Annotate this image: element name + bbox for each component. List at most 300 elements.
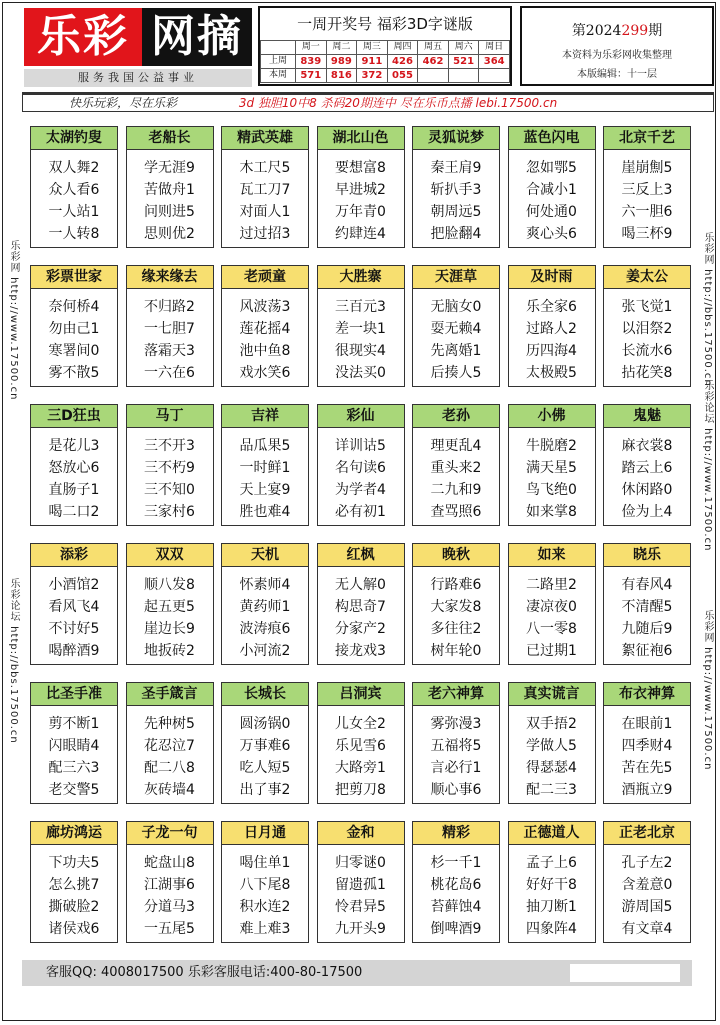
riddle-line: 无脑女0 [430,299,482,315]
riddle-line: 历四海4 [526,343,577,359]
draw-number [418,69,449,83]
card-author: 及时雨 [509,266,595,289]
riddle-line: 麻衣裳8 [621,438,673,454]
riddle-line: 把剪刀8 [335,782,386,798]
riddle-line: 四季财4 [621,738,673,754]
puzzle-card [603,543,691,665]
puzzle-card [508,126,596,248]
puzzle-card [126,126,214,248]
card-author: 精彩 [413,822,499,845]
issue-prefix: 第2024 [571,23,622,39]
puzzle-card [317,265,405,387]
footer-blank-box [570,964,680,982]
riddle-line: 乐见雪6 [335,738,386,754]
card-author: 圣手箴言 [127,683,213,706]
riddle-line: 池中鱼8 [239,343,291,359]
logo-subtitle: 服务我国公益事业 [24,69,252,87]
logo-red-text: 乐彩 [24,8,142,66]
card-author: 太湖钓叟 [31,127,117,150]
riddle-line: 难上难3 [239,921,291,937]
puzzle-card [603,126,691,248]
card-author: 彩票世家 [31,266,117,289]
riddle-line: 约肆连4 [335,226,386,242]
riddle-line: 雾弥漫3 [430,716,482,732]
riddle-line: 酒瓶立9 [621,782,673,798]
riddle-line: 江湖事6 [144,877,195,893]
card-riddle-list [222,296,308,384]
card-riddle-list [222,852,308,940]
riddle-line: 学无涯9 [144,160,195,176]
riddle-line: 无人解0 [335,577,386,593]
puzzle-card [221,404,309,526]
riddle-line: 很现实4 [335,343,386,359]
riddle-line: 三不朽9 [144,460,195,476]
riddle-line: 怀素师4 [239,577,291,593]
riddle-line: 苦在先5 [621,760,673,776]
riddle-line: 怎么挑7 [48,877,100,893]
puzzle-card [30,682,118,804]
riddle-line: 不清醒5 [621,599,673,615]
riddle-line: 把脸翻4 [430,226,482,242]
riddle-line: 有春风4 [621,577,673,593]
puzzle-card [126,682,214,804]
card-riddle-list [318,852,404,940]
card-riddle-list [318,157,404,245]
puzzle-card [317,404,405,526]
card-riddle-list [222,157,308,245]
riddle-line: 桃花岛6 [430,877,482,893]
riddle-line: 俭为上4 [621,504,673,520]
card-author: 比圣手准 [31,683,117,706]
puzzle-card [508,543,596,665]
puzzle-card [30,404,118,526]
riddle-line: 小酒馆2 [48,577,100,593]
riddle-line: 崖边长9 [144,621,195,637]
puzzle-card [126,543,214,665]
riddle-line: 有文章4 [621,921,673,937]
riddle-line: 天上宴9 [239,482,291,498]
riddle-line: 絮征袍6 [621,643,673,659]
card-riddle-list [318,296,404,384]
puzzle-card [317,543,405,665]
card-author: 老顽童 [222,266,308,289]
riddle-line: 一时鲜1 [239,460,291,476]
draw-number: 462 [418,55,449,69]
riddle-line: 双手捂2 [526,716,577,732]
riddle-line: 一人站1 [48,204,100,220]
card-author: 子龙一句 [127,822,213,845]
draw-number: 571 [296,69,327,83]
riddle-line: 没法买0 [335,365,386,381]
draw-number [448,69,479,83]
riddle-line: 查骂照6 [430,504,482,520]
card-author: 天涯草 [413,266,499,289]
riddle-line: 如来掌8 [526,504,577,520]
puzzle-card [30,126,118,248]
riddle-line: 圆汤锅0 [239,716,291,732]
riddle-line: 接龙戏3 [335,643,386,659]
riddle-line: 满天星5 [526,460,577,476]
side-url-left-2: 乐彩论坛 http://bbs.17500.cn [8,578,19,744]
puzzle-card [221,682,309,804]
card-author: 彩仙 [318,405,404,428]
riddle-line: 喝住单1 [239,855,291,871]
riddle-line: 倒啤酒9 [430,921,482,937]
riddle-line: 必有初1 [335,504,386,520]
issue-number: 299 [621,23,649,39]
riddle-line: 木工尺5 [239,160,291,176]
riddle-line: 详训诂5 [335,438,386,454]
draw-number: 426 [387,55,418,69]
card-riddle-list [318,435,404,523]
weekday-header-row [261,41,510,55]
riddle-line: 奈何桥4 [48,299,100,315]
logo-black-text: 网摘 [142,8,252,66]
card-riddle-list [509,435,595,523]
card-author: 如来 [509,544,595,567]
puzzle-card [317,126,405,248]
card-author: 北京千艺 [604,127,690,150]
card-riddle-list [413,574,499,662]
riddle-line: 好好干8 [526,877,577,893]
riddle-line: 六一胆6 [621,204,673,220]
card-author: 灵狐说梦 [413,127,499,150]
riddle-line: 思则优2 [144,226,195,242]
card-author: 添彩 [31,544,117,567]
card-riddle-list [509,852,595,940]
riddle-line: 二九和9 [430,482,482,498]
weekly-results-table [260,40,510,83]
draw-number: 521 [448,55,479,69]
riddle-line: 在眼前1 [621,716,673,732]
riddle-line: 构思奇7 [335,599,386,615]
riddle-line: 老交警5 [48,782,100,798]
day-header: 周一 [296,41,327,55]
puzzle-card [30,821,118,943]
puzzle-card [221,126,309,248]
riddle-line: 过过招3 [239,226,291,242]
riddle-line: 名句读6 [335,460,386,476]
issue-editor: 本版编辑：十一层 [577,69,657,80]
card-author: 晓乐 [604,544,690,567]
riddle-line: 喝三杯9 [621,226,673,242]
riddle-line: 风波荡3 [239,299,291,315]
riddle-line: 八一零8 [526,621,577,637]
card-riddle-list [31,574,117,662]
card-author: 正德道人 [509,822,595,845]
slogan-left: 快乐玩彩，尽在乐彩 [69,96,178,110]
riddle-line: 配二八8 [144,760,195,776]
card-riddle-list [509,574,595,662]
draw-number: 911 [357,55,388,69]
puzzle-card [603,682,691,804]
riddle-line: 一五尾5 [144,921,195,937]
riddle-line: 怜君异5 [335,899,386,915]
riddle-line: 先离婚1 [430,343,482,359]
riddle-line: 分家产2 [335,621,386,637]
riddle-line: 行路难6 [430,577,482,593]
riddle-line: 怒放心6 [48,460,100,476]
card-riddle-list [127,574,213,662]
card-riddle-list [413,296,499,384]
card-author: 精武英雄 [222,127,308,150]
puzzle-card [126,404,214,526]
weekly-results-box [258,6,512,86]
card-author: 布衣神算 [604,683,690,706]
card-author: 三D狂虫 [31,405,117,428]
riddle-line: 吃人短5 [239,760,291,776]
card-riddle-list [31,296,117,384]
card-author: 红枫 [318,544,404,567]
day-header: 周四 [387,41,418,55]
riddle-line: 双人舞2 [48,160,100,176]
issue-line [522,20,712,40]
riddle-line: 言必行1 [430,760,482,776]
riddle-line: 花忍泣7 [144,738,195,754]
card-riddle-list [127,713,213,801]
riddle-line: 配三六3 [48,760,100,776]
puzzle-card [221,821,309,943]
riddle-line: 三家村6 [144,504,195,520]
card-author: 蓝色闪电 [509,127,595,150]
riddle-line: 先种树5 [144,716,195,732]
day-header: 周五 [418,41,449,55]
card-author: 大胜寨 [318,266,404,289]
card-author: 廊坊鸿运 [31,822,117,845]
riddle-line: 多往往2 [430,621,482,637]
card-riddle-list [31,435,117,523]
card-riddle-list [31,852,117,940]
card-riddle-list [318,574,404,662]
card-riddle-list [31,157,117,245]
riddle-line: 万事难6 [239,738,291,754]
puzzle-card [508,404,596,526]
puzzle-card [30,265,118,387]
riddle-line: 闪眼睛4 [48,738,100,754]
card-riddle-list [509,157,595,245]
riddle-line: 斩扒手3 [430,182,482,198]
riddle-line: 是花儿3 [48,438,100,454]
card-riddle-list [413,713,499,801]
riddle-line: 九开头9 [335,921,386,937]
riddle-line: 莲花摇4 [239,321,291,337]
riddle-line: 秦王肩9 [430,160,482,176]
puzzle-card [603,404,691,526]
card-riddle-list [318,713,404,801]
card-riddle-list [604,713,690,801]
draw-number: 055 [387,69,418,83]
riddle-line: 休闲路0 [621,482,673,498]
riddle-line: 后揍人5 [430,365,482,381]
riddle-line: 张飞觉1 [621,299,673,315]
footer-contact: 客服QQ: 4008017500 乐彩客服电话:400-80-17500 [46,965,363,980]
riddle-line: 三百元3 [335,299,386,315]
day-header: 周日 [479,41,510,55]
riddle-line: 留遗孤1 [335,877,386,893]
riddle-line: 差一块1 [335,321,386,337]
card-author: 吕洞宾 [318,683,404,706]
puzzle-card [508,682,596,804]
puzzle-card [412,821,500,943]
card-riddle-list [222,574,308,662]
puzzle-card [603,821,691,943]
puzzle-card [412,543,500,665]
riddle-line: 孟子上6 [526,855,577,871]
puzzle-card [126,821,214,943]
card-author: 吉祥 [222,405,308,428]
card-author: 晚秋 [413,544,499,567]
card-author: 马丁 [127,405,213,428]
logo [24,8,252,70]
riddle-line: 学做人5 [526,738,577,754]
riddle-line: 拈花笑8 [621,365,673,381]
riddle-line: 品瓜果5 [239,438,291,454]
day-header: 周六 [448,41,479,55]
riddle-line: 看风飞4 [48,599,100,615]
riddle-line: 不归路2 [144,299,195,315]
riddle-line: 勿由己1 [48,321,100,337]
draw-number: 839 [296,55,327,69]
side-url-left-1: 乐彩网 http://www.17500.cn [8,240,19,401]
riddle-line: 起五更5 [144,599,195,615]
riddle-line: 落霜天3 [144,343,195,359]
riddle-line: 寒署间0 [48,343,100,359]
puzzle-card [508,265,596,387]
riddle-line: 瓦工刀7 [239,182,291,198]
riddle-line: 杉一千1 [430,855,482,871]
riddle-line: 分道马3 [144,899,195,915]
riddle-line: 树年轮0 [430,643,482,659]
riddle-line: 直肠子1 [48,482,100,498]
card-riddle-list [509,296,595,384]
riddle-line: 喝二口2 [48,504,100,520]
slogan-bar [22,92,714,112]
riddle-line: 理更乱4 [430,438,482,454]
riddle-line: 诸侯戏6 [48,921,100,937]
this-week-row [261,69,510,83]
puzzle-card [412,404,500,526]
riddle-line: 一六在6 [144,365,195,381]
card-author: 金和 [318,822,404,845]
riddle-line: 牛脱磨2 [526,438,577,454]
puzzle-card [221,543,309,665]
side-url-right-1: 乐彩网 http://bbs.17500.cn [702,232,713,387]
riddle-line: 九随后9 [621,621,673,637]
riddle-line: 三不开3 [144,438,195,454]
riddle-line: 以泪祭2 [621,321,673,337]
riddle-line: 重头来2 [430,460,482,476]
riddle-line: 顺心事6 [430,782,482,798]
day-header: 周三 [357,41,388,55]
card-author: 老六神算 [413,683,499,706]
riddle-line: 踏云上6 [621,460,673,476]
puzzle-card [412,682,500,804]
riddle-line: 耍无赖4 [430,321,482,337]
card-author: 老孙 [413,405,499,428]
riddle-line: 合减小1 [526,182,577,198]
day-header: 周二 [326,41,357,55]
card-author: 老船长 [127,127,213,150]
draw-number: 372 [357,69,388,83]
card-riddle-list [604,296,690,384]
riddle-line: 爽心头6 [526,226,577,242]
draw-number: 364 [479,55,510,69]
weekly-results-title: 一周开奖号 福彩3D字谜版 [297,15,473,33]
riddle-line: 大家发8 [430,599,482,615]
card-riddle-list [509,713,595,801]
draw-number: 989 [326,55,357,69]
card-riddle-list [604,574,690,662]
riddle-line: 二路里2 [526,577,577,593]
riddle-line: 八下尾8 [239,877,291,893]
riddle-line: 何处通0 [526,204,577,220]
riddle-line: 抽刀断1 [526,899,577,915]
card-author: 真实谎言 [509,683,595,706]
card-riddle-list [413,157,499,245]
puzzle-card [317,682,405,804]
card-author: 鬼魅 [604,405,690,428]
riddle-line: 三反上3 [621,182,673,198]
riddle-line: 过路人2 [526,321,577,337]
side-url-right-2: 乐彩论坛 http://www.17500.cn [702,380,713,552]
riddle-line: 众人看6 [48,182,100,198]
riddle-line: 黄药师1 [239,599,291,615]
riddle-line: 顺八发8 [144,577,195,593]
riddle-line: 地扳砖2 [144,643,195,659]
puzzle-card [508,821,596,943]
card-riddle-list [604,852,690,940]
riddle-line: 配二三3 [526,782,577,798]
puzzle-card [30,543,118,665]
card-riddle-list [31,713,117,801]
riddle-line: 剪不断1 [48,716,100,732]
slogan-promo-link[interactable]: 3d 独胆10中8 杀码20期连中 尽在乐币点播 lebi.17500.cn [238,96,558,110]
riddle-line: 小河流2 [239,643,291,659]
riddle-line: 波涛痕6 [239,621,291,637]
puzzle-card [412,265,500,387]
riddle-line: 朝周远5 [430,204,482,220]
card-author: 湖北山色 [318,127,404,150]
card-riddle-list [413,435,499,523]
riddle-line: 儿女全2 [335,716,386,732]
puzzle-card [221,265,309,387]
puzzle-card [412,126,500,248]
card-riddle-list [127,296,213,384]
riddle-line: 要想富8 [335,160,386,176]
card-author: 小佛 [509,405,595,428]
card-riddle-list [222,435,308,523]
draw-number: 816 [326,69,357,83]
riddle-line: 苔藓蚀4 [430,899,482,915]
riddle-line: 撕破脸2 [48,899,100,915]
card-author: 姜太公 [604,266,690,289]
card-riddle-list [604,157,690,245]
riddle-line: 凄凉夜0 [526,599,577,615]
last-week-label: 上周 [261,55,296,69]
puzzle-card [603,265,691,387]
riddle-line: 三不知0 [144,482,195,498]
riddle-line: 问则进5 [144,204,195,220]
card-author: 天机 [222,544,308,567]
riddle-line: 四象阵4 [526,921,577,937]
riddle-line: 游周国5 [621,899,673,915]
riddle-line: 喝醉酒9 [48,643,100,659]
puzzle-card [126,265,214,387]
riddle-line: 太极殿5 [526,365,577,381]
riddle-line: 一七胆7 [144,321,195,337]
card-riddle-list [222,713,308,801]
riddle-line: 蛇盘山8 [144,855,195,871]
